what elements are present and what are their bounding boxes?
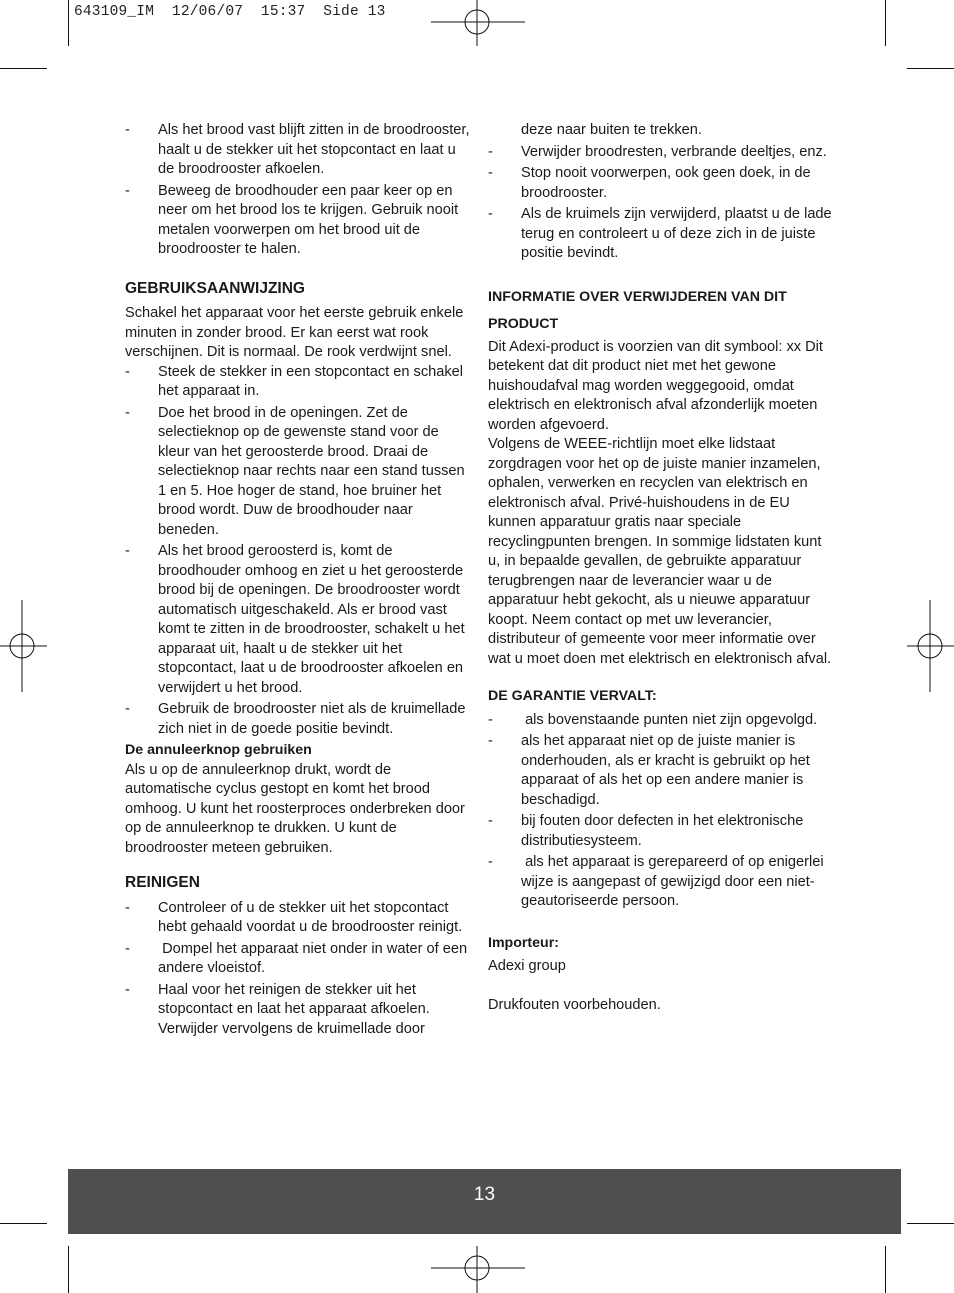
crop-mark [0, 68, 47, 69]
list-item [125, 981, 470, 1040]
list-item [125, 404, 470, 541]
print-slug: 643109_IM 12/06/07 15:37 Side 13 [74, 4, 386, 20]
crop-mark [907, 68, 954, 69]
bullet-dash: - [125, 899, 130, 916]
list-item-text: als bovenstaande punten niet zijn opgevolgd. [521, 711, 818, 728]
list-item [488, 143, 833, 163]
list-item [125, 899, 470, 938]
crop-mark [907, 1223, 954, 1224]
list-item-text: Haal voor het reinigen de stekker uit het stopcontact en laat het apparaat afkoelen. Verwijder vervolgens de kruimellade door [158, 981, 430, 1037]
bullet-dash: - [488, 711, 493, 728]
crop-mark [885, 0, 886, 46]
list-item-text: Dompel het apparaat niet onder in water of een andere vloeistof. [158, 940, 472, 976]
crop-mark [885, 1246, 886, 1293]
list-item [488, 164, 833, 203]
importer-label: Importeur: [488, 934, 559, 951]
disclaimer: Drukfouten voorbehouden. [488, 996, 661, 1013]
disposal-heading-line2: PRODUCT [488, 315, 559, 332]
registration-mark-icon [431, 0, 525, 46]
list-item-text: bij fouten door defecten in het elektronische distributiesysteem. [521, 813, 804, 849]
importer-name: Adexi group [488, 958, 566, 974]
section-heading-cleaning: REINIGEN [125, 874, 200, 891]
disposal-heading-line1: INFORMATIE OVER VERWIJDEREN VAN DIT [488, 288, 787, 305]
bullet-dash: - [125, 701, 130, 717]
bullet-dash: - [488, 143, 493, 160]
subheading-cancel-button: De annuleerknop gebruiken [125, 742, 312, 758]
list-item-text: als het apparaat niet op de juiste manier is onderhouden, als er kracht is gebruikt op het apparaat of als het op een andere manier is beschadigd. [521, 733, 810, 808]
bullet-dash: - [488, 813, 493, 829]
bullet-dash: - [488, 165, 493, 181]
bullet-dash: - [125, 363, 130, 380]
list-item-text: Verwijder broodresten, verbrande deeltjes, enz. [521, 143, 827, 160]
crop-mark [68, 0, 69, 46]
section-heading-usage: GEBRUIKSAANWIJZING [125, 279, 305, 297]
bullet-dash: - [125, 122, 130, 138]
list-item [488, 732, 833, 810]
registration-mark-icon [431, 1246, 525, 1293]
list-item [488, 711, 833, 731]
list-item-text: Doe het brood in de openingen. Zet de selectieknop op de gewenste stand voor de kleur van het geroosterde brood. Draai de selectieknop naar rechts naar een stand tussen 1 en 5. Hoe hoger de stand, hoe bruiner het brood wordt. Duw de broodhouder naar beneden. [158, 404, 465, 538]
crop-mark [0, 1223, 47, 1224]
section-heading-warranty: DE GARANTIE VERVALT: [488, 688, 657, 704]
list-item [125, 121, 470, 180]
list-item [125, 940, 470, 979]
left-column [125, 121, 470, 1041]
list-item [125, 700, 470, 739]
bullet-dash: - [488, 206, 493, 222]
bullet-dash: - [125, 940, 130, 957]
list-item-text: deze naar buiten te trekken. [521, 122, 702, 138]
page-number: 13 [473, 1184, 496, 1205]
bullet-dash: - [488, 733, 493, 749]
bullet-dash: - [125, 981, 130, 998]
list-item-text: Als de kruimels zijn verwijderd, plaatst u de lade terug en controleert u of deze zich in de juiste positie bevindt. [521, 206, 832, 261]
right-column [488, 121, 833, 1015]
list-item-text: als het apparaat is gerepareerd of op enigerlei wijze is aangepast of gewijzigd door een niet-geautoriseerde persoon. [521, 854, 828, 909]
list-item-text: Beweeg de broodhouder een paar keer op en neer om het brood los te krijgen. Gebruik nooit metalen voorwerpen om het brood uit de broodrooster te halen. [158, 182, 459, 257]
list-item-text: Stop nooit voorwerpen, ook geen doek, in de broodrooster. [521, 165, 811, 201]
bullet-dash: - [488, 854, 493, 870]
list-item-text: Als het brood vast blijft zitten in de broodrooster, haalt u de stekker uit het stopcontact en laat u de broodrooster afkoelen. [158, 122, 470, 177]
list-item [488, 205, 833, 264]
footer-band [68, 1169, 901, 1234]
list-item-text: Steek de stekker in een stopcontact en schakel het apparaat in. [158, 363, 464, 399]
usage-paragraph: Schakel het apparaat voor het eerste gebruik enkele minuten in zonder brood. Er kan eerst wat rook verschijnen. Dit is normaal. De rook verdwijnt snel. [125, 305, 464, 360]
crop-mark [68, 1246, 69, 1293]
bullet-dash: - [125, 182, 130, 199]
registration-mark-icon [907, 600, 954, 692]
disposal-paragraph-2: Volgens de WEEE-richtlijn moet elke lidstaat zorgdragen voor het op de juiste manier inzamelen, ophalen, verwerken en recyclen van elektrisch en elektronisch afval. Privé-huishoudens in de EU kunnen apparatuur gratis naar speciale recyclingpunten brengen. In sommige lidstaten kunt u, in bepaalde gevallen, de gebruikte apparatuur terugbrengen naar de leverancier waar u de apparatuur hebt gekocht, als u nieuwe apparatuur koopt. Neem contact op met uw leverancier, distributeur of gemeente voor meer informatie over wat u moet doen met elektrisch en elektronisch afval. [488, 436, 832, 667]
list-item [125, 542, 470, 698]
disposal-paragraph-1: Dit Adexi-product is voorzien van dit symbool: xx Dit betekent dat dit product niet met het gewone huishoudafval mag worden weggegooid, omdat elektrisch en elektronisch afval afzonderlijk moeten worden afgevoerd. [488, 338, 823, 433]
list-item-continuation [488, 121, 833, 141]
bullet-dash: - [125, 543, 130, 559]
list-item-text: Als het brood geroosterd is, komt de broodhouder omhoog en ziet u het geroosterde brood bij de openingen. De broodrooster wordt automatisch uitgeschakeld. Als er brood vast komt te zitten in de broodrooster, schakelt u het apparaat uit, haalt u de stekker uit het stopcontact, laat u de broodrooster afkoelen en verwijdert u het brood. [158, 543, 465, 696]
cancel-paragraph: Als u op de annuleerknop drukt, wordt de automatische cyclus gestopt en komt het brood omhoog. U kunt het roosterproces onderbreken door op de annuleerknop te drukken. U kunt de broodrooster meteen gebruiken. [125, 761, 465, 856]
list-item [125, 182, 470, 260]
bullet-dash: - [125, 404, 130, 421]
section-heading-disposal [488, 284, 833, 338]
list-item [125, 363, 470, 402]
list-item [488, 812, 833, 851]
list-item [488, 853, 833, 912]
list-item-text: Controleer of u de stekker uit het stopcontact hebt gehaald voordat u de broodrooster reinigt. [158, 899, 463, 935]
registration-mark-icon [0, 600, 47, 692]
list-item-text: Gebruik de broodrooster niet als de kruimellade zich niet in de goede positie bevindt. [158, 701, 466, 737]
